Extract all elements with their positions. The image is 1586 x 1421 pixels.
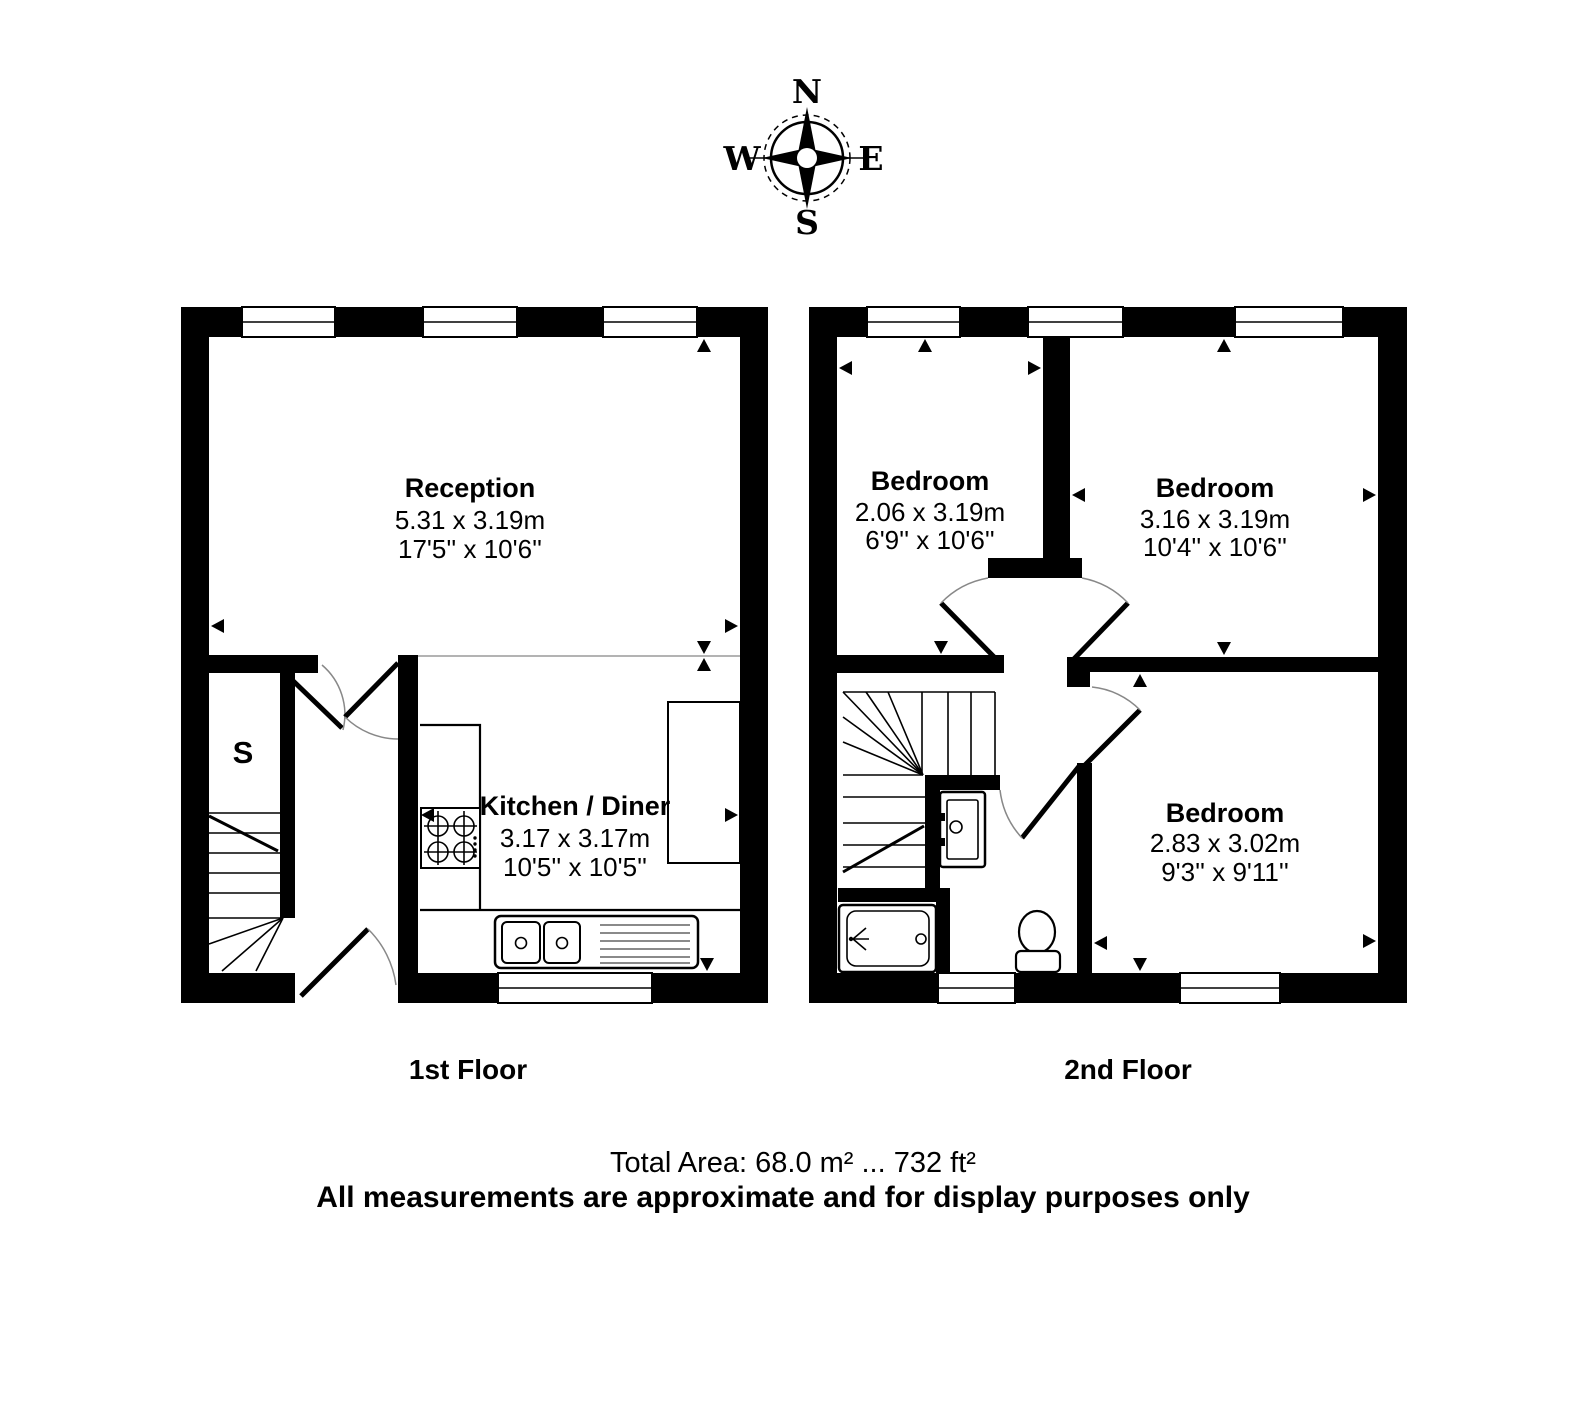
second-floor-caption: 2nd Floor xyxy=(1064,1054,1192,1085)
window xyxy=(1028,307,1123,337)
window xyxy=(498,973,652,1003)
bedroom1-door xyxy=(941,578,1000,663)
storage-label: S xyxy=(232,735,254,770)
bedroom3-door xyxy=(1085,687,1140,765)
room-imperial: 6'9'' x 10'6'' xyxy=(865,525,995,555)
bedroom2-door xyxy=(1070,578,1128,663)
window xyxy=(938,973,1015,1003)
first-floor-plan xyxy=(181,307,768,1005)
room-name: Kitchen / Diner xyxy=(479,791,671,821)
bedroom1-label xyxy=(855,466,1005,555)
kitchen-label xyxy=(480,791,671,882)
window xyxy=(603,307,697,337)
compass-rose xyxy=(722,72,883,242)
room-metric: 3.17 x 3.17m xyxy=(499,823,651,853)
window xyxy=(1235,307,1343,337)
first-floor-caption: 1st Floor xyxy=(408,1054,528,1085)
window xyxy=(867,307,960,337)
window xyxy=(1180,973,1280,1003)
bathtub-icon xyxy=(839,905,936,972)
room-name: Bedroom xyxy=(1155,473,1275,503)
room-name: Bedroom xyxy=(1165,798,1285,828)
compass-east-label: E xyxy=(858,139,884,178)
compass-north-label: N xyxy=(791,72,823,111)
bedroom2-label xyxy=(1140,473,1290,562)
room-imperial: 17'5'' x 10'6'' xyxy=(398,534,542,564)
kitchen-worktop xyxy=(668,702,740,863)
compass-west-label: W xyxy=(723,139,761,178)
window xyxy=(242,307,335,337)
hall-double-doors xyxy=(287,663,398,739)
room-imperial: 10'5'' x 10'5'' xyxy=(503,852,647,882)
room-name: Bedroom xyxy=(870,466,990,496)
bathroom-door xyxy=(1000,765,1080,838)
room-metric: 2.06 x 3.19m xyxy=(854,497,1006,527)
room-imperial: 10'4'' x 10'6'' xyxy=(1143,532,1287,562)
second-floor-walls xyxy=(809,307,1407,1003)
sink-icon xyxy=(495,916,698,968)
compass-south-label: S xyxy=(795,203,819,242)
total-area-text: Total Area: 68.0 m² ... 732 ft² xyxy=(610,1147,976,1179)
room-metric: 5.31 x 3.19m xyxy=(394,505,546,535)
room-name: Reception xyxy=(404,473,536,503)
stairs-first-floor xyxy=(209,813,283,971)
room-imperial: 9'3'' x 9'11'' xyxy=(1161,857,1289,887)
compass-hub xyxy=(797,148,817,168)
reception-label xyxy=(395,473,545,564)
window xyxy=(423,307,517,337)
bedroom3-label xyxy=(1150,798,1300,887)
second-floor-plan xyxy=(809,307,1407,1003)
room-metric: 2.83 x 3.02m xyxy=(1149,828,1301,858)
room-metric: 3.16 x 3.19m xyxy=(1139,504,1291,534)
disclaimer-text: All measurements are approximate and for display purposes only xyxy=(316,1181,1250,1214)
toilet-icon xyxy=(1016,911,1060,972)
washbasin-icon xyxy=(936,792,985,867)
